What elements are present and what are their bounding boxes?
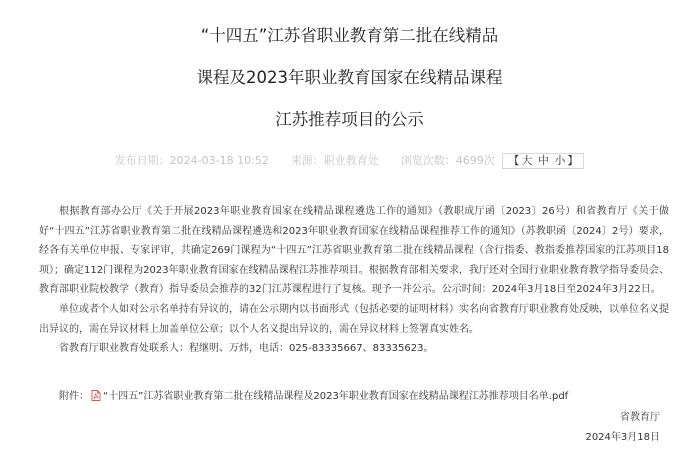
pdf-icon [91,390,101,401]
source-label: 来源：职业教育处 [290,154,379,167]
font-size-bracket-open: 【 [508,154,520,167]
font-size-small-button[interactable]: 小 [554,154,566,167]
meta-bar [0,152,699,169]
title-line-1: “十四五”江苏省职业教育第二批在线精品 [200,26,499,45]
signature-date: 2024年3月18日 [585,432,660,443]
signature-org: 省教育厅 [620,412,660,423]
article-title [0,26,699,152]
attachment-label: 附件： [59,391,89,402]
view-count: 浏览次数：4699次 [400,154,495,167]
body-paragraph-2: 单位或者个人如对公示名单持有异议的，请在公示期内以书面形式（包括必要的证明材料）实名向省教育厅职业教育处反映，以单位名义提出异议的，需在异议材料上加盖单位公章；以个人名义提出异议的，需在异议材料上签署真实姓名。 [39,303,669,335]
body-paragraph-3: 省教育厅职业教育处联系人：程继明、万炜，电话：025-83335667、83335623。 [59,343,434,355]
font-size-medium-button[interactable]: 中 [537,154,549,167]
font-size-bracket-close: 】 [567,154,579,167]
font-size-switcher [502,153,584,169]
attachment-link[interactable]: “十四五”江苏省职业教育第二批在线精品课程及2023年职业教育国家在线精品课程江苏推荐项目名单.pdf [103,391,569,402]
title-line-2: 课程及2023年职业教育国家在线精品课程 [196,68,503,87]
publish-date: 发布日期：2024-03-18 10:52 [114,154,269,167]
title-line-3: 江苏推荐项目的公示 [275,110,424,129]
body-paragraph-1: 根据教育部办公厅《关于开展2023年职业教育国家在线精品课程遴选工作的通知》（教职成厅函〔2023〕26号）和省教育厅《关于做好“十四五”江苏省职业教育第二批在线精品课程遴选和2023年职业教育国家在线精品课程推荐工作的通知》（苏教职函〔2024〕2号）要求，经各有关单位申报、专家评审，共确定269门课程为“十四五”江苏省职业教育第二批在线精品课程（含行指委、教指委推荐国家的江苏项目18项）；确定112门课程为2023年职业教育国家在线精品课程江苏推荐项目。根据教育部相关要求，我厅还对全国行业职业教育教学指导委员会、教育部职业院校教学（教育）指导委员会推荐的32门江苏课程进行了复核。现予一并公示。公示时间：2024年3月18日至2024年3月22日。 [39,206,669,296]
attachment-row [59,389,568,405]
font-size-large-button[interactable]: 大 [521,154,533,167]
article-body [39,202,669,359]
